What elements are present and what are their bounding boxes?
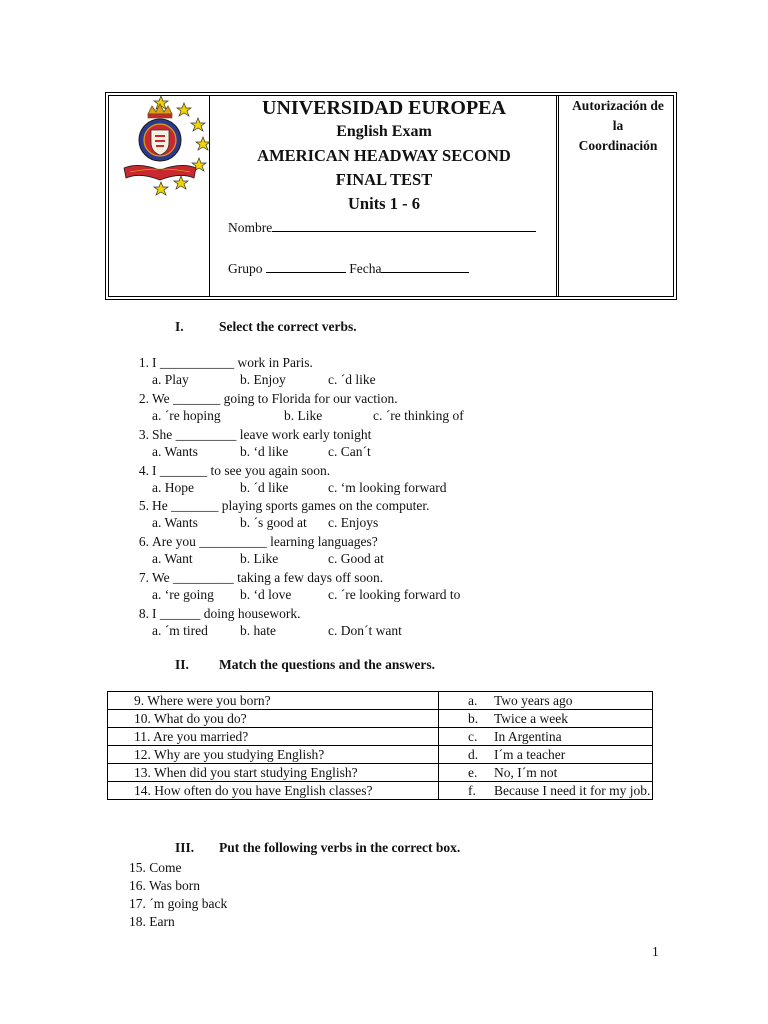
question-cell: 11. Are you married? [108,728,439,746]
group-date-field [228,260,469,278]
units-label: Units 1 - 6 [348,194,420,213]
exam-name: English Exam [336,123,432,140]
list-item: 18. Earn [129,914,175,929]
question-number: 5. [138,498,149,513]
table-row [108,692,653,710]
option-b[interactable]: b. hate [240,623,276,638]
question-cell: 10. What do you do? [108,710,439,728]
option-c[interactable]: c. ‘m looking forward [328,480,447,495]
question-text: I _______ to see you again soon. [152,463,331,478]
group-label: Grupo [228,261,263,276]
header-titles [212,95,556,216]
authorization-box [560,96,676,156]
answer-cell [439,746,653,764]
answer-letter: d. [468,746,479,762]
question-text: He _______ playing sports games on the computer. [152,498,430,513]
authorization-line: la [612,118,624,133]
question-text: We _______ going to Florida for our vaction. [152,391,398,406]
name-field[interactable] [228,219,536,237]
option-a[interactable]: a. Want [152,551,193,566]
section-title: Match the questions and the answers. [219,657,436,672]
table-row [108,710,653,728]
question-cell: 9. Where were you born? [108,692,439,710]
date-label: Fecha [349,261,382,276]
star-icon [177,103,191,116]
university-logo [118,92,210,196]
answer-cell [439,782,653,800]
option-c[interactable]: c. Good at [328,551,384,566]
question-cell: 13. When did you start studying English? [108,764,439,782]
course-title: AMERICAN HEADWAY SECOND [257,146,511,165]
list-item: 17. ´m going back [129,896,228,911]
star-icon [191,118,205,131]
section-number: II. [175,657,189,672]
answer-text: Two years ago [494,693,573,708]
section-title: Put the following verbs in the correct box. [219,840,461,855]
university-name: UNIVERSIDAD EUROPEA [262,97,506,119]
section-3-list [129,859,227,931]
question-number: 8. [138,606,149,621]
table-row [108,764,653,782]
option-a[interactable]: a. ´m tired [152,623,208,638]
section-number: III. [175,840,195,855]
answer-letter: a. [468,692,478,708]
answer-text: Twice a week [494,711,569,726]
question-number: 3. [138,427,149,442]
answer-cell [439,728,653,746]
question-number: 6. [138,534,149,549]
option-a[interactable]: a. ´re hoping [152,408,221,423]
crown-icon [148,104,172,114]
shield-icon [151,130,169,155]
option-c[interactable]: c. ´re looking forward to [328,587,461,602]
table-row [108,728,653,746]
option-b[interactable]: b. Like [240,551,279,566]
answer-text: Because I need it for my job. [494,783,651,798]
page-number: 1 [652,944,659,959]
option-a[interactable]: a. Hope [152,480,194,495]
option-c[interactable]: c. Can´t [328,444,371,459]
option-b[interactable]: b. ‘d love [240,587,292,602]
answer-cell [439,692,653,710]
question-cell: 12. Why are you studying English? [108,746,439,764]
question-number: 7. [138,570,149,585]
list-item: 16. Was born [129,878,201,893]
authorization-line: Autorización de [572,98,664,113]
authorization-line: Coordinación [578,138,658,153]
ribbon [124,165,196,180]
test-title: FINAL TEST [335,170,433,189]
question-text: We _________ taking a few days off soon. [152,570,384,585]
name-label: Nombre [228,220,273,235]
table-row [108,782,653,800]
header-divider-right-2 [558,95,559,297]
option-a[interactable]: a. ‘re going [152,587,214,602]
name-blank[interactable] [272,219,536,232]
star-icon [196,137,210,150]
option-a[interactable]: a. Wants [152,444,198,459]
section-title: Select the correct verbs. [219,319,357,334]
group-blank[interactable] [266,260,346,273]
date-blank[interactable] [381,260,469,273]
answer-letter: e. [468,764,478,780]
option-b[interactable]: b. ‘d like [240,444,289,459]
star-icon [154,182,168,195]
answer-letter: c. [468,728,478,744]
star-icon [174,176,188,189]
question-cell: 14. How often do you have English classes? [108,782,439,800]
section-number: I. [175,319,184,334]
option-c[interactable]: c. ´d like [328,372,376,387]
list-item: 15. Come [129,860,182,875]
answer-cell [439,710,653,728]
header-divider-right [556,95,557,297]
option-b[interactable]: b. ´d like [240,480,289,495]
question-text: She _________ leave work early tonight [152,427,372,442]
option-b[interactable]: b. Like [284,408,323,423]
option-b[interactable]: b. Enjoy [240,372,286,387]
option-a[interactable]: a. Play [152,372,189,387]
option-c[interactable]: c. ´re thinking of [373,408,464,423]
answer-cell [439,764,653,782]
question-number: 1. [138,355,149,370]
question-text: I ______ doing housework. [152,606,301,621]
option-c[interactable]: c. Don´t want [328,623,402,638]
matching-table [107,691,653,800]
answer-text: I´m a teacher [494,747,566,762]
answer-letter: f. [468,782,476,798]
answer-letter: b. [468,710,479,726]
option-a[interactable]: a. Wants [152,515,198,530]
option-c[interactable]: c. Enjoys [328,515,379,530]
question-number: 4. [138,463,149,478]
question-text: I ___________ work in Paris. [152,355,313,370]
table-row [108,746,653,764]
option-b[interactable]: b. ´s good at [240,515,307,530]
answer-text: In Argentina [494,729,562,744]
answer-text: No, I´m not [494,765,558,780]
question-text: Are you __________ learning languages? [152,534,378,549]
question-number: 2. [138,391,149,406]
